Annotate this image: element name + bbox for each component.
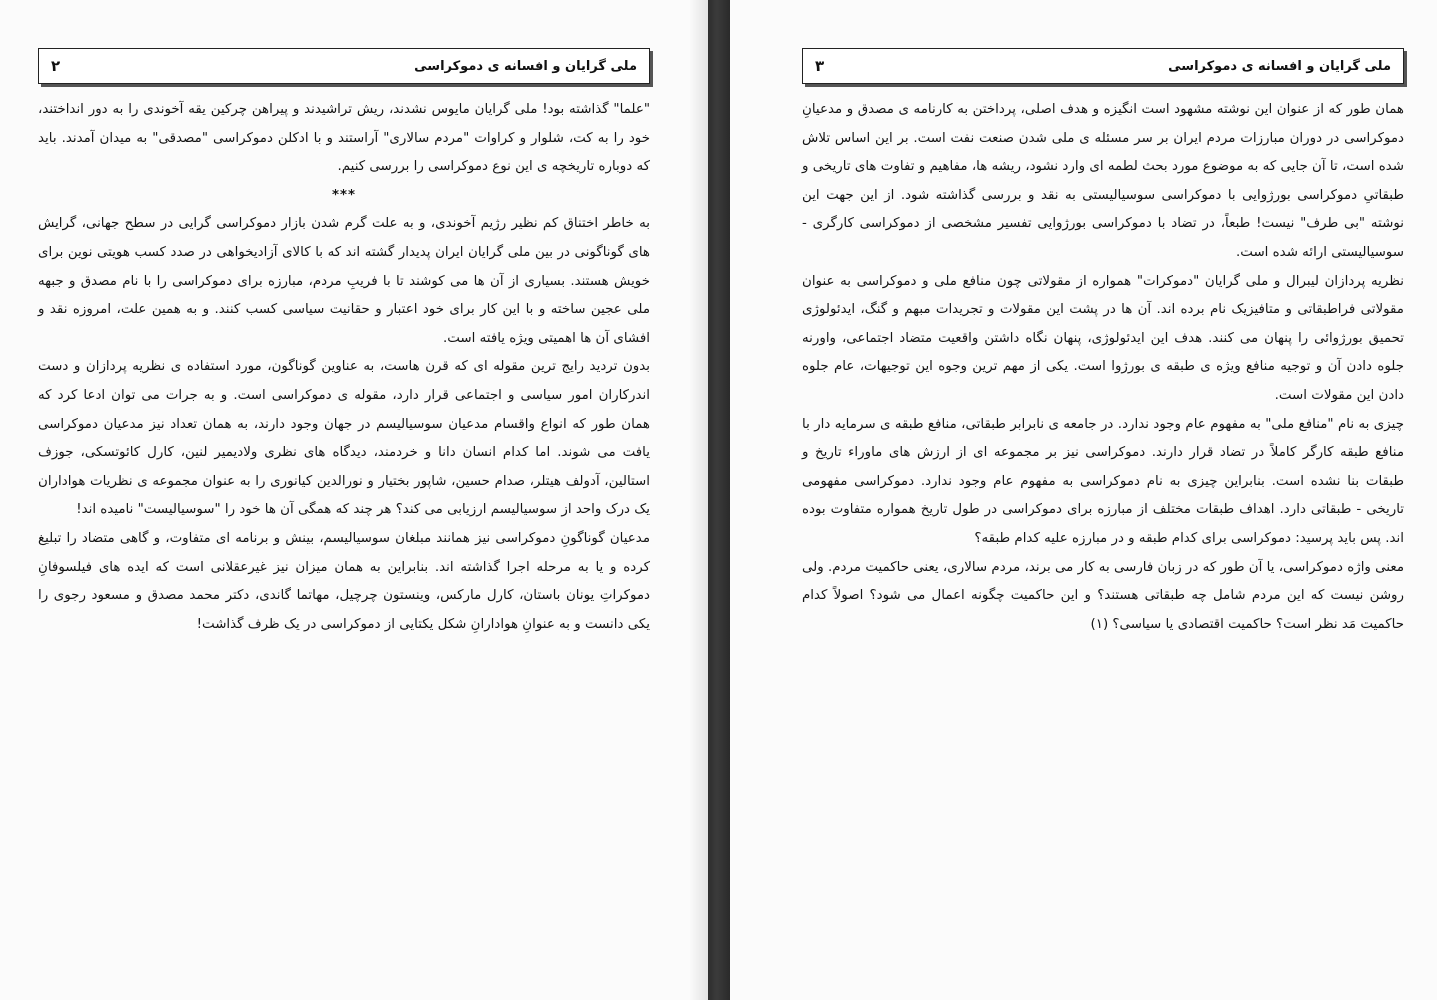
- right-paragraph-2: نظریه پردازان لیبرال و ملی گرایان "دموکرات" همواره از مقولاتی چون منافع ملی و دموکراسی به عنوان مقولاتی فراطبقاتی و متافیزیک نام برده اند. آن ها در پشت این مقولات و تجریدات مبهم و گنگ، ایدئولوژی تحمیق بورژوائی را پنهان می کنند. هدف این ایدئولوژی، پنهان نگاه داشتن واقعیت متضاد اجتماعی، واورنه جلوه دادن آن و توجیه منافع ویژه ی طبقه ی بورژوا است. یکی از مهم ترین وجوه این توجیهات، عام جلوه دادن این مقولات است.: [802, 273, 1404, 403]
- right-page-body: [802, 96, 1404, 639]
- left-paragraph-1: "علما" گذاشته بود! ملی گرایان مایوس نشدند، ریش تراشیدند و پیراهن چرکین یقه آخوندی را به دور انداختند، خود را به کت، شلوار و کراوات "مردم سالاری" آراستند و با ادکلن دموکراسی "مصدقی" به میدان آمدند. باید که دوباره تاریخچه ی این نوع دموکراسی را بررسی کنیم.: [38, 102, 650, 175]
- left-page: [0, 0, 690, 1000]
- right-paragraph-1: همان طور که از عنوان این نوشته مشهود است انگیزه و هدف اصلی، پرداختن به کارنامه ی مصدق و مدعیانِ دموکراسی در دوران مبارزات مردم ایران بر سر مسئله ی ملی شدن صنعت نفت است. بر این اساس تلاش شده است، تا آن جایی که به موضوع مورد بحث لطمه ای وارد نشود، ریشه ها، مفاهیم و تفاوت های تاریخی و طبقاتیِ دموکراسی بورژوایی با دموکراسی سوسیالیستی به نقد و بررسی گذاشته شود. از این جهت این نوشته "بی طرف" نیست! طبعاً، در تضاد با دموکراسی بورژوایی تفسیر مشخصی از دموکراسی کارگری - سوسیالیستی ارائه شده است.: [802, 102, 1404, 260]
- right-paragraph-3: چیزی به نام "منافع ملی" به مفهوم عام وجود ندارد. در جامعه ی نابرابر طبقاتی، منافع طبقه ی سرمایه دار با منافع طبقه کارگر کاملاً در تضاد قرار دارند. دموکراسی نیز بر مجموعه ای از ارزش های ماوراء تاریخ و طبقات بنا نشده است. بنابراین چیزی به نام دموکراسی به مفهوم عام وجود ندارد. دموکراسی مفهومی تاریخی - طبقاتی دارد. اهداف طبقات مختلف از مبارزه برای دموکراسی در طول تاریخ همواره متفاوت بوده اند. پس باید پرسید: دموکراسی برای کدام طبقه و در مبارزه علیه کدام طبقه؟: [802, 416, 1404, 546]
- left-paragraph-4: مدعیان گوناگونِ دموکراسی نیز همانند مبلغان سوسیالیسم، بینش و برنامه ای متفاوت، و گاهی متضاد را تبلیغ کرده و یا به مرحله اجرا گذاشته اند. بنابراین به همان میزان نیز غیرعقلانی است که ایده های فیلسوفانِ دموکراتِ یونان باستان، کارل مارکس، وینستون چرچیل، مهاتما گاندی، دکتر محمد مصدق و مسعود رجوی را یکی دانست و به عنوانِ هوادارانِ شکل یکتایی از دموکراسی در یک ظرف گذاشت!: [38, 530, 650, 632]
- left-page-body: [38, 96, 650, 639]
- right-page-header: [802, 48, 1404, 84]
- book-gutter: [708, 0, 730, 1000]
- left-page-header-title: ملی گرایان و افسانه ی دموکراسی: [414, 58, 637, 74]
- right-page-header-title: ملی گرایان و افسانه ی دموکراسی: [1168, 58, 1391, 74]
- left-paragraph-2: به خاطر اختناق کم نظیر رژیم آخوندی، و به علت گرم شدن بازار دموکراسی گرایی در سطح جهانی، گرایش های گوناگونی در بین ملی گرایان ایران پدیدار گشته اند که با کالای آزادیخواهی در صدد کسب هویتی نوین برای خویش هستند. بسیاری از آن ها می کوشند تا با فریبِ مردم، مبارزه برای دموکراسی را با نام مصدق و جبهه ملی عجین ساخته و با این کار برای خود اعتبار و حقانیت سیاسی کسب کنند. و به همین علت، امروزه نقد و افشای آن ها اهمیتی ویژه یافته است.: [38, 216, 650, 346]
- right-paragraph-4: معنی واژه دموکراسی، یا آن طور که در زبان فارسی به کار می برند، مردم سالاری، یعنی حاکمیت مردم. ولی روشن نیست که این مردم شامل چه طبقاتی هستند؟ و این حاکمیت چگونه اعمال می شود؟ اصولاً کدام حاکمیت مَد نظر است؟ حاکمیت اقتصادی یا سیاسی؟ (۱): [802, 559, 1404, 632]
- gutter-shadow: [690, 0, 708, 1000]
- right-page-number: ۳: [815, 57, 825, 75]
- right-page: [730, 0, 1437, 1000]
- left-paragraph-3: بدون تردید رایج ترین مقوله ای که قرن هاست، به عناوین گوناگون، مورد استفاده ی نظریه پردازان و دست اندرکاران امور سیاسی و اجتماعی قرار دارد، مقوله ی دموکراسی است. و به جرات می توان ادعا کرد که همان طور که انواع واقسام مدعیان سوسیالیسم در جهان وجود دارند، به همان تعداد نیز مدعیان دموکراسی یافت می شوند. اما کدام انسان دانا و خردمند، دیدگاه های نظری ولادیمیر لنین، کارل کائوتسکی، جوزف استالین، آدولف هیتلر، صدام حسین، شاپور بختیار و نورالدین کیانوری را به عنوان مجموعه ی نظریات هواداران یک درک واحد از سوسیالیسم ارزیابی می کند؟ هر چند که همگی آن ها خود را "سوسیالیست" نامیده اند!: [38, 359, 650, 518]
- left-page-header: [38, 48, 650, 84]
- section-separator: ***: [331, 187, 356, 203]
- left-page-number: ۲: [51, 57, 61, 75]
